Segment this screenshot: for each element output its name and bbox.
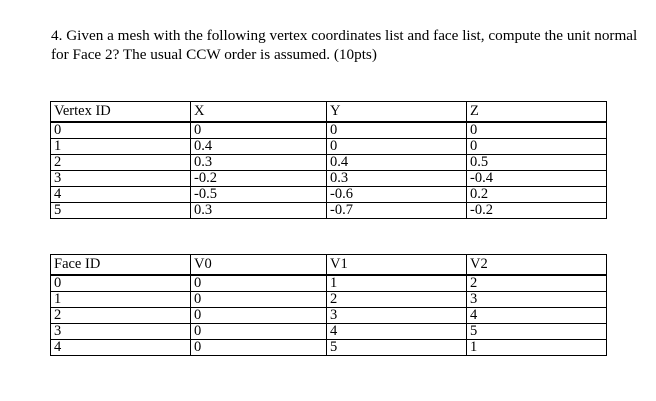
face-cell: 3	[327, 308, 467, 324]
vertex-cell: 0	[327, 122, 467, 139]
table-row	[51, 324, 607, 340]
face-header-cell: V1	[327, 255, 467, 276]
vertex-cell: -0.4	[467, 171, 607, 187]
table-row	[51, 308, 607, 324]
face-cell: 3	[51, 324, 191, 340]
vertex-cell: 0	[191, 122, 327, 139]
face-header-cell: Face ID	[51, 255, 191, 276]
face-cell: 4	[51, 340, 191, 356]
face-cell: 0	[191, 292, 327, 308]
vertex-header-cell: X	[191, 102, 327, 123]
face-header-cell: V0	[191, 255, 327, 276]
vertex-cell: -0.2	[467, 203, 607, 219]
vertex-header-cell: Z	[467, 102, 607, 123]
vertex-cell: 1	[51, 139, 191, 155]
vertex-cell: 2	[51, 155, 191, 171]
table-row	[51, 171, 607, 187]
face-cell: 3	[467, 292, 607, 308]
face-cell: 2	[51, 308, 191, 324]
table-row	[51, 122, 607, 139]
table-row	[51, 340, 607, 356]
face-table-body	[51, 255, 607, 356]
table-row	[51, 187, 607, 203]
table-row	[51, 139, 607, 155]
face-header-cell: V2	[467, 255, 607, 276]
table-row	[51, 155, 607, 171]
face-cell: 5	[467, 324, 607, 340]
vertex-cell: 0.4	[191, 139, 327, 155]
vertex-cell: -0.7	[327, 203, 467, 219]
face-cell: 1	[327, 275, 467, 292]
face-cell: 1	[51, 292, 191, 308]
question-text: 4. Given a mesh with the following vertex coordinates list and face list, compute the unit normal for Face 2? The usual CCW order is assumed. (10pts)	[51, 27, 638, 63]
face-cell: 2	[327, 292, 467, 308]
vertex-cell: 0	[51, 122, 191, 139]
vertex-cell: 3	[51, 171, 191, 187]
vertex-cell: -0.2	[191, 171, 327, 187]
vertex-cell: 0.3	[191, 203, 327, 219]
face-cell: 2	[467, 275, 607, 292]
vertex-cell: 0.2	[467, 187, 607, 203]
face-header-row	[51, 255, 607, 276]
face-cell: 0	[51, 275, 191, 292]
vertex-header-cell: Y	[327, 102, 467, 123]
vertex-header-row	[51, 102, 607, 123]
vertex-cell: -0.5	[191, 187, 327, 203]
vertex-cell: -0.6	[327, 187, 467, 203]
vertex-cell: 5	[51, 203, 191, 219]
vertex-cell: 0.5	[467, 155, 607, 171]
face-table	[50, 254, 607, 356]
vertex-cell: 0.3	[327, 171, 467, 187]
vertex-table	[50, 101, 607, 219]
face-cell: 0	[191, 308, 327, 324]
face-cell: 0	[191, 275, 327, 292]
face-cell: 0	[191, 324, 327, 340]
table-row	[51, 203, 607, 219]
face-cell: 4	[327, 324, 467, 340]
vertex-cell: 4	[51, 187, 191, 203]
vertex-cell: 0	[467, 139, 607, 155]
vertex-cell: 0.4	[327, 155, 467, 171]
face-cell: 5	[327, 340, 467, 356]
table-row	[51, 292, 607, 308]
vertex-cell: 0	[327, 139, 467, 155]
face-cell: 1	[467, 340, 607, 356]
vertex-header-cell: Vertex ID	[51, 102, 191, 123]
table-row	[51, 275, 607, 292]
face-cell: 0	[191, 340, 327, 356]
vertex-table-body	[51, 102, 607, 219]
face-cell: 4	[467, 308, 607, 324]
vertex-cell: 0.3	[191, 155, 327, 171]
vertex-cell: 0	[467, 122, 607, 139]
